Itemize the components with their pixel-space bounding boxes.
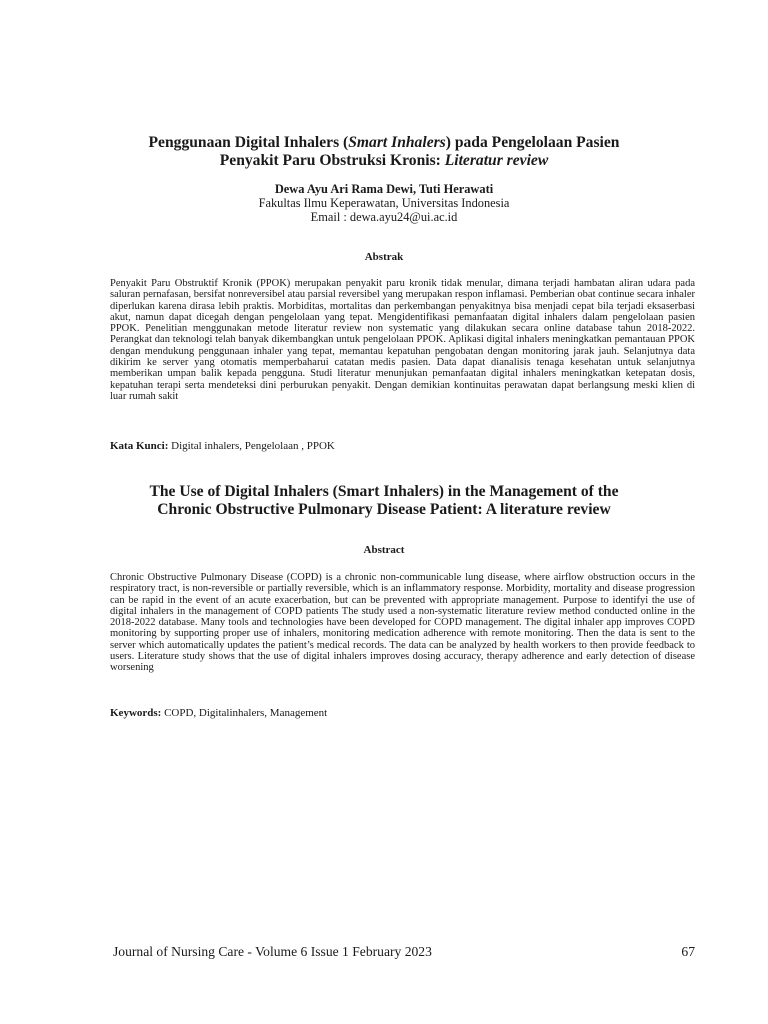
keywords: [110, 707, 695, 720]
email: Email : dewa.ayu24@ui.ac.id: [310, 210, 458, 224]
affiliation: Fakultas Ilmu Keperawatan, Universitas Indonesia: [258, 196, 510, 210]
page-number: 67: [681, 944, 695, 959]
abstract-body: Chronic Obstructive Pulmonary Disease (COPD) is a chronic non-communicable lung disease, where airflow obstruction occurs in the respiratory tract, is non-reversible or partially reversible, which is an inflammatory response. Morbidity, mortality and disease progression can be rapid in the event of an acute exacerbation, but can be prevented with appropriate management. Purpose to identifyi the use of digital inhalers in the management of COPD patients The study used a non-systematic literature review method conducted online in the 2018-2022 database. Many tools and technologies have been developed for COPD management. The digital inhaler app improves COPD monitoring by supporting proper use of inhalers, monitoring medication adherence with remote monitoring. Then the data is sent to the server which automatically updates the patient’s medical records. The data can be analyzed by health workers to then provide feedback to users. Literature study shows that the use of digital inhalers improves dosing accuracy, therapy adherence and early detection of disease worsening: [110, 572, 695, 674]
indonesian-title: [100, 134, 668, 170]
kata-kunci: [110, 440, 695, 453]
kata-kunci-label: Kata Kunci:: [110, 440, 169, 452]
english-title-line1: The Use of Digital Inhalers (Smart Inhalers) in the Management of the: [149, 483, 619, 500]
keywords-value: COPD, Digitalinhalers, Management: [161, 707, 328, 719]
english-title-line2: Chronic Obstructive Pulmonary Disease Patient: A literature review: [157, 501, 611, 518]
english-title: [100, 483, 668, 519]
footer-journal: Journal of Nursing Care - Volume 6 Issue 1 February 2023: [113, 944, 432, 959]
author-block: [100, 182, 668, 224]
abstract-heading: Abstract: [363, 544, 405, 556]
authors: Dewa Ayu Ari Rama Dewi, Tuti Herawati: [274, 182, 494, 196]
indonesian-title-line2: Penyakit Paru Obstruksi Kronis: Literatur review: [219, 152, 549, 169]
abstrak-body: Penyakit Paru Obstruktif Kronik (PPOK) merupakan penyakit paru kronik tidak menular, dimana terjadi hambatan aliran udara pada saluran pernafasan, bersifat nonreversibel atau parsial reversibel yang merupakan respon inflamasi. Pemberian obat continue secara inhaler diperlukan karena dirasa lebih praktis. Morbiditas, mortalitas dan perkembangan penyakitnya bisa menjadi cepat bila terjadi eksaserbasi akut, namun dapat dicegah dengan pengelolaan yang tepat. Mengidentifikasi pemanfaatan digital inhalers dalam pengelolaan pasien PPOK. Penelitian menggunakan metode literatur review non systematic yang dilakukan secara online database tahun 2018-2022. Perangkat dan teknologi telah banyak dikembangkan untuk pengelolaan PPOK. Aplikasi digital inhalers meningkatkan pemantauan PPOK dengan mendukung penggunaan inhaler yang tepat, memantau kepatuhan pengobatan dengan monitoring jarak jauh. Selanjutnya data dikirim ke server yang otomatis memperbaharui catatan medis pasien. Data dapat dianalisis tenaga kesehatan untuk selanjutnya memberikan umpan balik kepada pengguna. Studi literatur menunjukan pemanfaatan digital inhalers meningkatkan ketepatan dosis, kepatuhan terapi serta mendeteksi dini perburukan penyakit. Dengan demikian kontinuitas perawatan dapat berlangsung meski klien di luar rumah sakit: [110, 278, 695, 402]
abstrak-heading: Abstrak: [364, 251, 404, 263]
indonesian-title-line1: Penggunaan Digital Inhalers (Smart Inhalers) pada Pengelolaan Pasien: [148, 134, 620, 151]
keywords-label: Keywords:: [110, 707, 162, 719]
kata-kunci-value: Digital inhalers, Pengelolaan , PPOK: [168, 440, 335, 452]
